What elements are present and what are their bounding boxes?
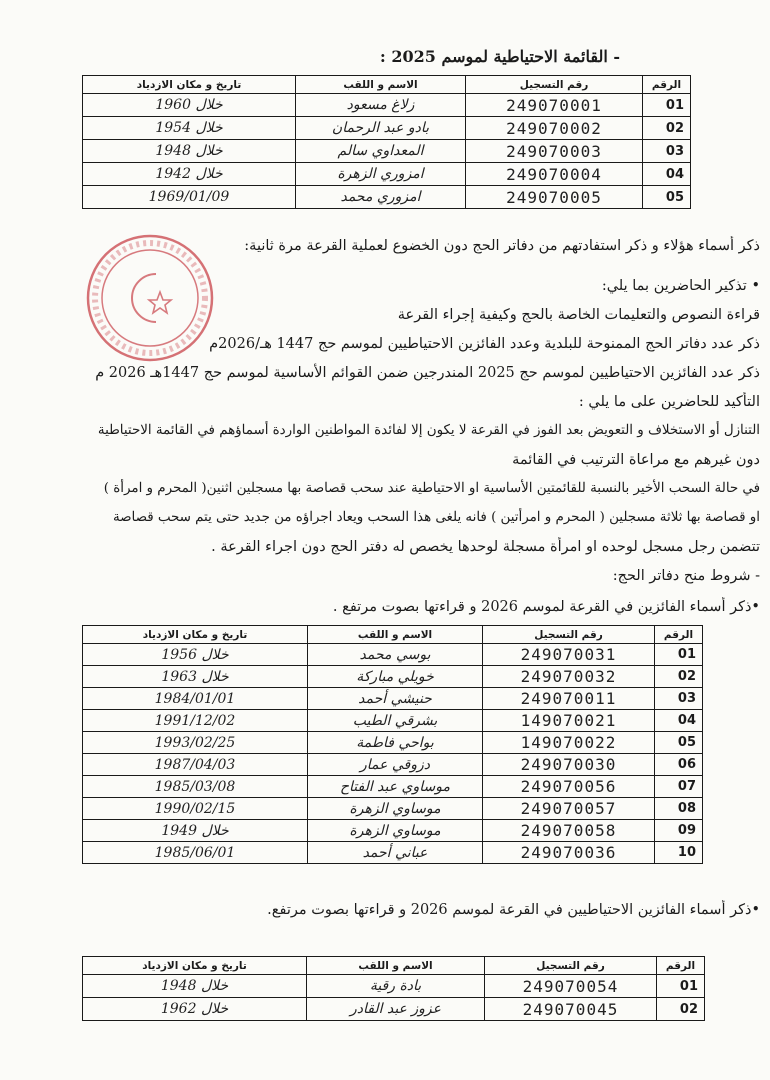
cell-birth: خلال 1948	[83, 140, 296, 163]
cell-reg: 249070005	[466, 186, 643, 209]
header-num: الرقم	[657, 957, 705, 975]
cell-birth: 1990/02/15	[83, 798, 308, 820]
cell-name: بادة رقية	[307, 975, 485, 998]
cell-num: 01	[657, 975, 705, 998]
cell-birth: خلال 1948	[83, 975, 307, 998]
table-row	[83, 776, 703, 798]
text-line: التنازل أو الاستخلاف و التعويض بعد الفوز في القرعة لا يكون إلا لفائدة المواطنين الواردة أسماؤهم في القائمة الاحتياطية	[97, 423, 760, 438]
cell-num: 06	[655, 754, 703, 776]
cell-birth: 1985/06/01	[83, 842, 308, 864]
cell-name: امزوري الزهرة	[296, 163, 466, 186]
cell-reg: 249070056	[483, 776, 655, 798]
table-row	[83, 710, 703, 732]
cell-name: خويلي مباركة	[308, 666, 483, 688]
text-line: دون غيرهم مع مراعاة الترتيب في القائمة	[512, 452, 760, 468]
cell-reg: 249070011	[483, 688, 655, 710]
text-line: ذكر أسماء هؤلاء و ذكر استفادتهم من دفاتر الحج دون الخضوع لعملية القرعة مرة ثانية:	[244, 238, 760, 254]
cell-reg: 249070003	[466, 140, 643, 163]
cell-birth: 1984/01/01	[83, 688, 308, 710]
table-row	[83, 820, 703, 842]
page-title: - القائمة الاحتياطية لموسم 2025 :	[379, 47, 620, 66]
text-line: ذكر عدد الفائزين الاحتياطيين لموسم حج 2025 المندرجين ضمن القوائم الأساسية لموسم حج 1447هـ 2026 م	[95, 365, 760, 381]
cell-reg: 249070045	[485, 998, 657, 1021]
header-birth: تاريخ و مكان الازدياد	[83, 957, 307, 975]
header-birth: تاريخ و مكان الازدياد	[83, 76, 296, 94]
header-name: الاسم و اللقب	[296, 76, 466, 94]
header-num: الرقم	[655, 626, 703, 644]
cell-name: زلاغ مسعود	[296, 94, 466, 117]
cell-num: 08	[655, 798, 703, 820]
table-row	[83, 644, 703, 666]
text-line: او قصاصة بها ثلاثة مسجلين ( المحرم و امرأتين ) فانه يلغى هذا السحب ويعاد اجراؤه من جديد حتى يتم سحب قصاصة	[112, 510, 760, 525]
table-row	[83, 94, 691, 117]
cell-birth: 1993/02/25	[83, 732, 308, 754]
reserve-winners-table	[82, 956, 705, 1021]
cell-name: بوسي محمد	[308, 644, 483, 666]
cell-name: عزوز عبد القادر	[307, 998, 485, 1021]
text-line: •ذكر أسماء الفائزين الاحتياطيين في القرعة لموسم 2026 و قراءتها بصوت مرتفع.	[267, 902, 760, 918]
cell-birth: 1969/01/09	[83, 186, 296, 209]
table-row	[83, 842, 703, 864]
text-line: قراءة النصوص والتعليمات الخاصة بالحج وكيفية إجراء القرعة	[397, 307, 760, 323]
header-name: الاسم و اللقب	[308, 626, 483, 644]
reserve-list-table	[82, 75, 691, 209]
table-row	[83, 998, 705, 1021]
table-header-row	[83, 957, 705, 975]
cell-reg: 249070004	[466, 163, 643, 186]
table-row	[83, 688, 703, 710]
table-row	[83, 186, 691, 209]
cell-reg: 249070054	[485, 975, 657, 998]
winners-table	[82, 625, 703, 864]
table-row	[83, 117, 691, 140]
text-line: في حالة السحب الأخير بالنسبة للقائمتين الأساسية او الاحتياطية عند سحب قصاصة بها مسجلين اثنين( المحرم و امرأة )	[103, 481, 760, 496]
cell-reg: 249070031	[483, 644, 655, 666]
cell-name: بشرقي الطيب	[308, 710, 483, 732]
cell-num: 02	[657, 998, 705, 1021]
cell-birth: 1985/03/08	[83, 776, 308, 798]
table-row	[83, 163, 691, 186]
cell-birth: خلال 1962	[83, 998, 307, 1021]
cell-reg: 149070022	[483, 732, 655, 754]
table-row	[83, 975, 705, 998]
cell-reg: 249070030	[483, 754, 655, 776]
cell-reg: 249070002	[466, 117, 643, 140]
text-line: ذكر عدد دفاتر الحج الممنوحة للبلدية وعدد الفائزين الاحتياطيين لموسم حج 1447 هـ/2026م	[209, 336, 760, 352]
cell-birth: خلال 1954	[83, 117, 296, 140]
cell-reg: 249070032	[483, 666, 655, 688]
cell-num: 03	[643, 140, 691, 163]
cell-reg: 249070036	[483, 842, 655, 864]
cell-num: 01	[643, 94, 691, 117]
cell-birth: خلال 1960	[83, 94, 296, 117]
table-row	[83, 754, 703, 776]
cell-reg: 249070058	[483, 820, 655, 842]
cell-birth: خلال 1949	[83, 820, 308, 842]
header-reg: رقم التسجيل	[466, 76, 643, 94]
cell-num: 02	[643, 117, 691, 140]
header-reg: رقم التسجيل	[485, 957, 657, 975]
text-line: •ذكر أسماء الفائزين في القرعة لموسم 2026 و قراءتها بصوت مرتفع .	[332, 599, 760, 615]
cell-name: موساوي الزهرة	[308, 820, 483, 842]
cell-name: موساوي الزهرة	[308, 798, 483, 820]
cell-name: حنيشي أحمد	[308, 688, 483, 710]
table-header-row	[83, 76, 691, 94]
cell-birth: خلال 1963	[83, 666, 308, 688]
table-row	[83, 798, 703, 820]
cell-num: 03	[655, 688, 703, 710]
cell-name: عباني أحمد	[308, 842, 483, 864]
cell-name: المعداوي سالم	[296, 140, 466, 163]
cell-num: 07	[655, 776, 703, 798]
table-header-row	[83, 626, 703, 644]
cell-name: دزوقي عمار	[308, 754, 483, 776]
text-line: • تذكير الحاضرين بما يلي:	[601, 278, 760, 294]
table-row	[83, 732, 703, 754]
cell-num: 09	[655, 820, 703, 842]
cell-reg: 249070001	[466, 94, 643, 117]
header-reg: رقم التسجيل	[483, 626, 655, 644]
cell-birth: 1991/12/02	[83, 710, 308, 732]
text-line: التأكيد للحاضرين على ما يلي :	[578, 394, 760, 410]
header-name: الاسم و اللقب	[307, 957, 485, 975]
cell-num: 04	[643, 163, 691, 186]
cell-num: 05	[643, 186, 691, 209]
cell-num: 02	[655, 666, 703, 688]
cell-name: بادو عبد الرحمان	[296, 117, 466, 140]
cell-num: 01	[655, 644, 703, 666]
cell-num: 04	[655, 710, 703, 732]
cell-reg: 249070057	[483, 798, 655, 820]
cell-birth: 1987/04/03	[83, 754, 308, 776]
header-birth: تاريخ و مكان الازدياد	[83, 626, 308, 644]
header-num: الرقم	[643, 76, 691, 94]
text-line: تتضمن رجل مسجل لوحده او امرأة مسجلة لوحدها يخصص له دفتر الحج دون اجراء القرعة .	[211, 539, 760, 555]
cell-num: 10	[655, 842, 703, 864]
table-row	[83, 666, 703, 688]
text-line: - شروط منح دفاتر الحج:	[612, 568, 760, 584]
cell-num: 05	[655, 732, 703, 754]
cell-birth: خلال 1956	[83, 644, 308, 666]
table-row	[83, 140, 691, 163]
cell-birth: خلال 1942	[83, 163, 296, 186]
cell-name: بواحي فاطمة	[308, 732, 483, 754]
cell-name: امزوري محمد	[296, 186, 466, 209]
cell-reg: 149070021	[483, 710, 655, 732]
cell-name: موساوي عبد الفتاح	[308, 776, 483, 798]
